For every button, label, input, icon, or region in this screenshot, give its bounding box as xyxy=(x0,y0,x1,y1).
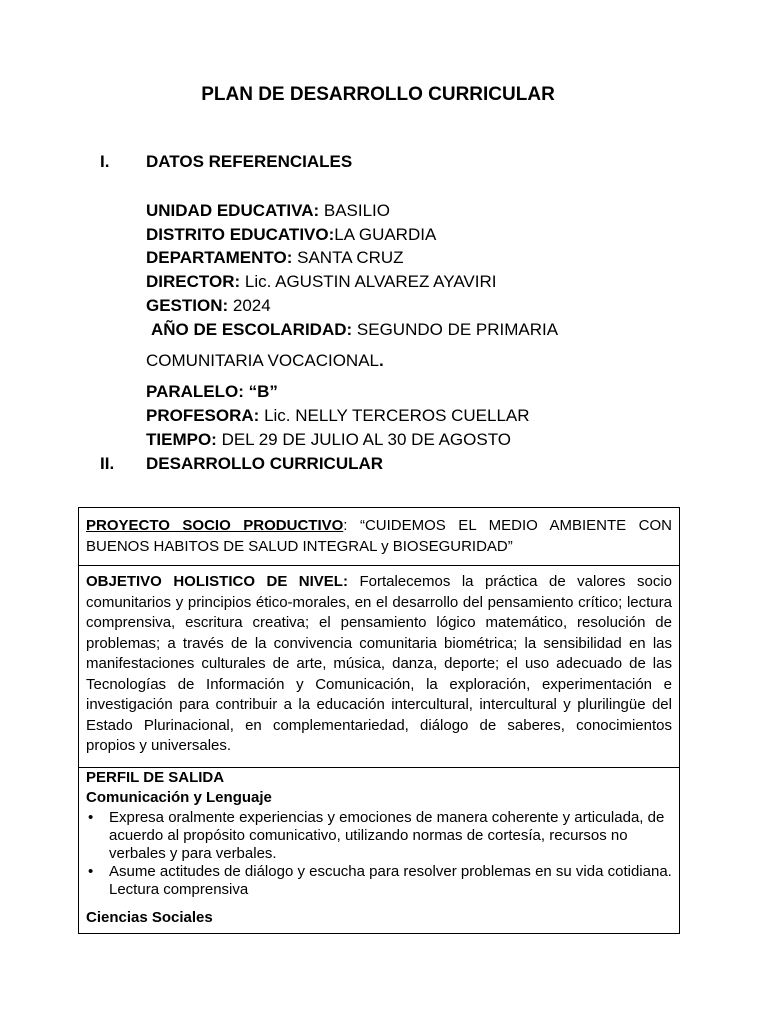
field-value: DEL 29 DE JULIO AL 30 DE AGOSTO xyxy=(216,430,512,449)
perfil-title: PERFIL DE SALIDA xyxy=(86,769,225,786)
objetivo-label: OBJETIVO HOLISTICO DE NIVEL: xyxy=(86,573,348,590)
field-value: COMUNITARIA VOCACIONAL xyxy=(146,351,379,370)
field-departamento xyxy=(146,248,404,268)
section-2-title: DESARROLLO CURRICULAR xyxy=(146,454,384,473)
objetivo-cell xyxy=(79,566,679,768)
field-value: Lic. AGUSTIN ALVAREZ AYAVIRI xyxy=(240,272,497,291)
field-value: SEGUNDO DE PRIMARIA xyxy=(352,320,559,339)
proyecto-cell xyxy=(79,508,679,566)
field-label: TIEMPO: xyxy=(146,430,217,449)
field-label: PARALELO: “B” xyxy=(146,382,278,401)
field-value: LA GUARDIA xyxy=(334,225,437,244)
perfil-cell xyxy=(79,768,679,927)
area-ciencias-sociales: Ciencias Sociales xyxy=(86,909,213,926)
field-distrito-educativo xyxy=(146,225,436,245)
field-tiempo xyxy=(146,430,511,450)
field-value: SANTA CRUZ xyxy=(292,248,404,267)
page-title: PLAN DE DESARROLLO CURRICULAR xyxy=(201,84,555,105)
proyecto-text: : “CUIDEMOS EL MEDIO AMBIENTE CON BUENOS HABITOS DE SALUD INTEGRAL y BIOSEGURIDAD” xyxy=(86,517,672,555)
field-label: UNIDAD EDUCATIVA: xyxy=(146,201,320,220)
field-anio-escolaridad-cont xyxy=(146,351,384,371)
field-period: . xyxy=(379,351,384,370)
list-item-text: Asume actitudes de diálogo y escucha para resolver problemas en su vida cotidiana. Lectura comprensiva xyxy=(109,863,672,898)
field-label: AÑO DE ESCOLARIDAD: xyxy=(151,320,353,339)
section-1-number: I. xyxy=(100,152,110,171)
field-paralelo xyxy=(146,382,278,402)
field-label: PROFESORA: xyxy=(146,406,260,425)
field-unidad-educativa xyxy=(146,201,390,221)
section-1-title: DATOS REFERENCIALES xyxy=(146,152,353,171)
field-value: BASILIO xyxy=(319,201,391,220)
field-value: 2024 xyxy=(228,296,271,315)
area-comunicacion: Comunicación y Lenguaje xyxy=(86,789,272,806)
field-label: DEPARTAMENTO: xyxy=(146,248,293,267)
section-2-number: II. xyxy=(100,454,115,473)
bullet-icon: • xyxy=(88,863,94,880)
list-item xyxy=(86,863,672,899)
field-gestion xyxy=(146,296,271,316)
objetivo-text: Fortalecemos la práctica de valores socio comunitarios y principios ético-morales, en el desarrollo del pensamiento crítico; lectura comprensiva, escritura creativa; el pensamiento lógico matemático, resolución de problemas; a través de la convivencia comunitaria biométrica; la sensibilidad en las manifestaciones culturales de arte, música, danza, deporte; el uso adecuado de las Tecnologías de Información y Comunicación, la exploración, experimentación e investigación para contribuir a la educación intercultural, intercultural y plurilingüe del Estado Plurinacional, en complementariedad, diálogo de saberes, conocimientos propios y universales. xyxy=(86,573,673,754)
field-director xyxy=(146,272,496,292)
field-label: DIRECTOR: xyxy=(146,272,241,291)
field-value: Lic. NELLY TERCEROS CUELLAR xyxy=(259,406,530,425)
list-item-text: Expresa oralmente experiencias y emociones de manera coherente y articulada, de acuerdo al propósito comunicativo, utilizando normas de cortesía, recursos no verbales y para verbales. xyxy=(109,809,665,862)
field-label: GESTION: xyxy=(146,296,229,315)
proyecto-label: PROYECTO SOCIO PRODUCTIVO xyxy=(86,517,344,534)
curriculum-table xyxy=(78,507,680,934)
field-profesora xyxy=(146,406,530,426)
field-anio-escolaridad xyxy=(151,320,558,340)
perfil-list xyxy=(86,809,672,899)
list-item xyxy=(86,809,672,863)
bullet-icon: • xyxy=(88,809,94,826)
field-label: DISTRITO EDUCATIVO: xyxy=(146,225,335,244)
